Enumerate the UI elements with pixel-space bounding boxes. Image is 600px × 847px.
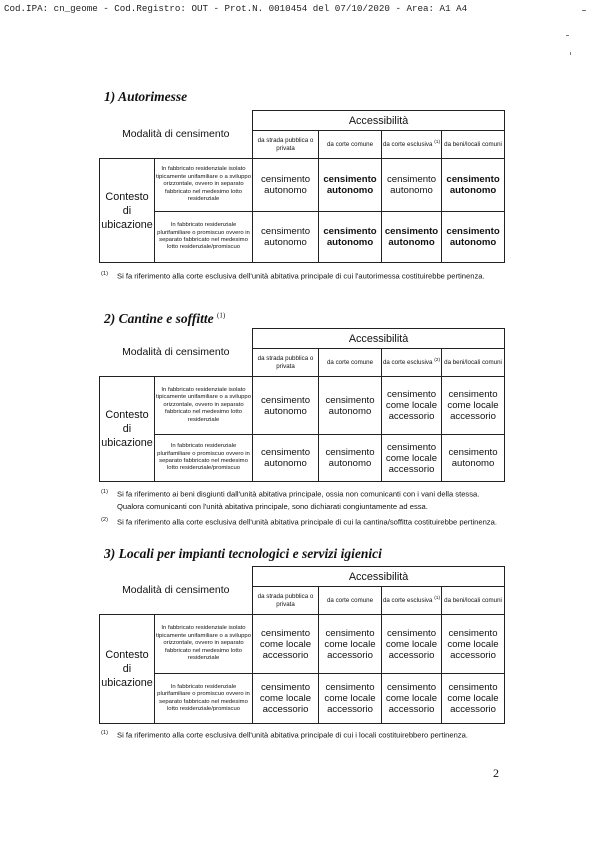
column-header-text: da corte comune (326, 140, 374, 148)
census-cell (442, 212, 505, 263)
row-description-text: In fabbricato residenziale isolato tipicamente unifamiliare o a sviluppo orizzontale, ovvero in separato fabbricato nel medesimo lotto residenziale (156, 625, 251, 662)
census-cell-text: censimento autonomo (260, 394, 311, 417)
census-cell (319, 377, 382, 435)
census-table (99, 110, 505, 263)
census-cell (382, 435, 442, 482)
footnote-number (101, 269, 117, 282)
census-cell-text: censimento autonomo (260, 174, 311, 196)
census-cell-text: censimento autonomo (386, 174, 437, 196)
contesto-word: Contesto (105, 190, 149, 203)
column-header (319, 587, 382, 615)
column-header (442, 131, 505, 159)
census-cell (442, 674, 505, 724)
modalita-censimento-text: Modalità di censimento (122, 346, 230, 359)
footnote-number (101, 487, 117, 500)
contesto-word: di (122, 204, 132, 217)
column-header-text: da beni/locali comuni (444, 358, 502, 366)
column-header (319, 131, 382, 159)
section-title-note-ref: (1) (217, 311, 226, 320)
column-header (253, 587, 319, 615)
census-cell-text: censimento autonomo (260, 447, 311, 469)
census-cell (442, 377, 505, 435)
contesto-word: di (122, 663, 132, 675)
column-header-text: da corte comune (326, 596, 374, 604)
contesto-ubicazione-label (100, 377, 155, 482)
table-header-row (100, 329, 505, 349)
census-cell-text: censimento autonomo (325, 447, 375, 469)
row-description (155, 674, 253, 724)
contesto-word: di (122, 423, 132, 435)
census-cell-text: censimento autonomo (446, 226, 500, 248)
census-cell (382, 159, 442, 212)
census-cell-text: censimento come locale accessorio (447, 389, 499, 422)
census-cell-text: censimento come locale accessorio (447, 627, 499, 661)
section-title-text: 2) Cantine e soffitte (104, 311, 214, 326)
footnote (101, 515, 497, 528)
column-header-text: da corte esclusiva (382, 141, 433, 149)
census-cell (319, 615, 382, 674)
column-header (442, 587, 505, 615)
column-header-note-ref: (1) (434, 140, 441, 146)
section-title-text: 3) Locali per impianti tecnologici e servizi igienici (104, 546, 382, 561)
row-description-text: In fabbricato residenziale plurifamiliare o promiscuo ovvero in separato fabbricato nel medesimo lotto residenziale/promiscuo (157, 443, 250, 472)
census-cell-text: censimento autonomo (323, 174, 377, 196)
column-header-text: da beni/locali comuni (444, 596, 502, 604)
accessibilita-header (253, 329, 505, 349)
census-cell (319, 159, 382, 212)
section-title (104, 546, 382, 562)
census-cell (319, 435, 382, 482)
section-title (104, 89, 187, 105)
census-cell-text: censimento come locale accessorio (324, 682, 376, 715)
table-header-row (100, 111, 505, 131)
footnote-number-text: (1) (101, 730, 109, 736)
census-cell-text: censimento come locale accessorio (385, 627, 438, 661)
table-row (100, 435, 505, 482)
footnote-number-text: (1) (101, 489, 109, 495)
column-header (382, 587, 442, 615)
modalita-censimento-label (100, 111, 253, 159)
footnote-text: Si fa riferimento alla corte esclusiva dell'unità abitativa principale di cui i locali costituirebbero pertinenza. (117, 730, 468, 740)
row-description (155, 212, 253, 263)
column-header-text: da strada pubblica o privata (257, 354, 314, 370)
census-cell-text: censimento autonomo (260, 226, 311, 248)
census-cell-text: censimento autonomo (384, 226, 439, 248)
footnote-number-text: (2) (101, 517, 109, 523)
census-cell (382, 615, 442, 674)
census-cell (253, 435, 319, 482)
census-cell-text: censimento come locale accessorio (324, 627, 376, 661)
census-cell (319, 674, 382, 724)
column-header-text: da beni/locali comuni (444, 140, 502, 148)
accessibilita-header (253, 567, 505, 587)
row-description (155, 377, 253, 435)
protocol-stamp: Cod.IPA: cn_geome - Cod.Registro: OUT - Prot.N. 0010454 del 07/10/2020 - Area: A1 A4 (4, 3, 468, 14)
accessibilita-text: Accessibilità (348, 114, 409, 127)
census-cell-text: censimento come locale accessorio (259, 627, 312, 661)
footnote-text: Qualora comunicanti con l'unità abitativa principale, sono dichiarati congiuntamente ad essa. (117, 502, 428, 511)
census-cell (253, 615, 319, 674)
column-header (253, 131, 319, 159)
census-cell (253, 212, 319, 263)
contesto-word: Contesto (105, 649, 149, 661)
census-cell (442, 435, 505, 482)
census-cell (442, 615, 505, 674)
column-header (382, 131, 442, 159)
census-cell-text: censimento come locale accessorio (447, 682, 499, 715)
modalita-censimento-label (100, 329, 253, 377)
table-header-row (100, 567, 505, 587)
row-description-text: In fabbricato residenziale plurifamiliare o promiscuo ovvero in separato fabbricato nel medesimo lotto residenziale/promiscuo (157, 222, 250, 251)
census-cell-text: censimento autonomo (325, 394, 375, 417)
census-cell-text: censimento come locale accessorio (385, 682, 438, 715)
column-header-text: da corte comune (326, 358, 374, 366)
row-description (155, 615, 253, 674)
census-cell (253, 159, 319, 212)
footnote-text: Si fa riferimento ai beni disgiunti dall'unità abitativa principale, ossia non comunicanti con i vani della stessa. (117, 489, 480, 499)
row-description (155, 435, 253, 482)
column-header (382, 349, 442, 377)
column-header (253, 349, 319, 377)
census-table (99, 566, 505, 724)
accessibilita-header (253, 111, 505, 131)
scan-speck (570, 52, 571, 55)
census-table (99, 328, 505, 482)
census-cell-text: censimento come locale accessorio (385, 389, 438, 422)
contesto-word: ubicazione (101, 677, 153, 689)
modalita-censimento-label (100, 567, 253, 615)
column-header-text: da corte esclusiva (382, 597, 433, 605)
census-cell-text: censimento autonomo (323, 226, 377, 248)
census-cell (382, 674, 442, 724)
contesto-ubicazione-label (100, 615, 155, 724)
column-header-text: da strada pubblica o privata (257, 136, 314, 152)
column-header-text: da strada pubblica o privata (257, 592, 314, 608)
footnote-number (101, 728, 117, 741)
accessibilita-text: Accessibilità (348, 332, 409, 345)
modalita-censimento-text: Modalità di censimento (122, 128, 230, 141)
column-header (319, 349, 382, 377)
census-cell-text: censimento come locale accessorio (259, 682, 312, 715)
column-header (442, 349, 505, 377)
row-description-text: In fabbricato residenziale plurifamiliare o promiscuo ovvero in separato fabbricato nel medesimo lotto residenziale/promiscuo (157, 683, 250, 712)
table-row (100, 212, 505, 263)
section-title-text: 1) Autorimesse (104, 89, 188, 104)
contesto-word: ubicazione (101, 218, 153, 231)
table-row (100, 377, 505, 435)
contesto-word: Contesto (105, 409, 149, 421)
footnote-text: Si fa riferimento alla corte esclusiva dell'unità abitativa principale di cui la cantina/soffitta costituirebbe pertinenza. (117, 517, 497, 527)
table-row (100, 674, 505, 724)
census-cell (319, 212, 382, 263)
row-description-text: In fabbricato residenziale isolato tipicamente unifamiliare o a sviluppo orizzontale, ovvero in separato fabbricato nel medesimo lotto residenziale (156, 386, 251, 423)
table-row (100, 159, 505, 212)
census-cell (253, 377, 319, 435)
modalita-censimento-text: Modalità di censimento (122, 584, 230, 597)
footnote-text: Si fa riferimento alla corte esclusiva dell'unità abitativa principale di cui l'autorimessa costituirebbe pertinenza. (117, 271, 485, 281)
row-description-text: In fabbricato residenziale isolato tipicamente unifamiliare o a sviluppo orizzontale, ovvero in separato fabbricato nel medesimo lotto residenziale (156, 166, 251, 203)
column-header-note-ref: (2) (434, 358, 441, 364)
footnote (101, 487, 479, 500)
scan-speck (566, 35, 569, 36)
footnote-number (101, 515, 117, 528)
accessibilita-text: Accessibilità (348, 570, 409, 583)
column-header-text: da corte esclusiva (382, 359, 433, 367)
census-cell (382, 212, 442, 263)
row-description (155, 159, 253, 212)
column-header-note-ref: (1) (434, 596, 441, 602)
footnote (101, 728, 468, 741)
census-cell-text: censimento come locale accessorio (385, 441, 438, 475)
table-row (100, 615, 505, 674)
census-cell (253, 674, 319, 724)
census-cell-text: censimento autonomo (446, 174, 500, 196)
census-cell-text: censimento autonomo (448, 447, 498, 469)
census-cell (442, 159, 505, 212)
footnote (101, 501, 428, 513)
scan-speck (582, 10, 586, 11)
contesto-word: ubicazione (101, 437, 153, 449)
footnote-number-text: (1) (101, 271, 109, 277)
page-number: 2 (493, 766, 499, 780)
footnote (101, 269, 485, 282)
census-cell (382, 377, 442, 435)
contesto-ubicazione-label (100, 159, 155, 263)
section-title (104, 311, 225, 327)
